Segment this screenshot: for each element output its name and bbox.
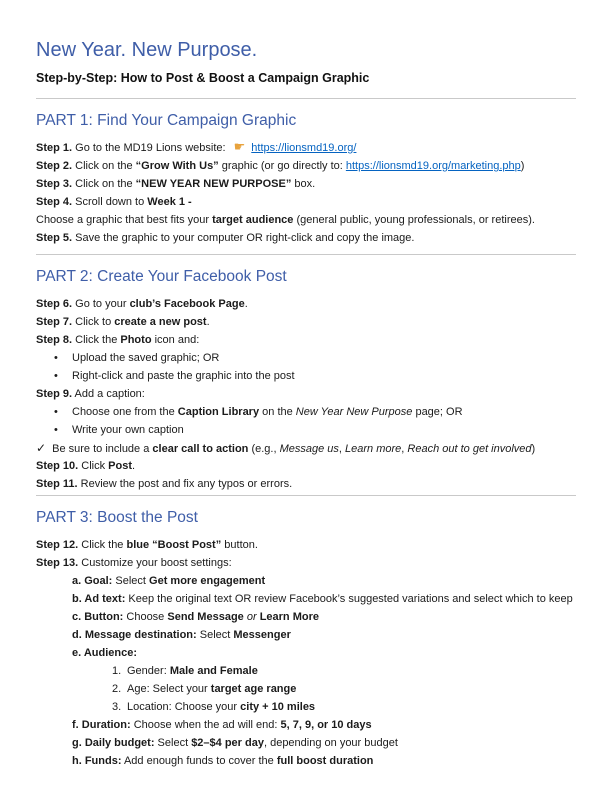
setting-label: b. Ad text: [72,593,126,605]
step-label: Step 10. [36,460,79,472]
lionsmd19-home-link[interactable]: https://lionsmd19.org/ [251,142,357,154]
step-2: Step 2. Click on the “Grow With Us” graphic (or go directly to: https://lionsmd19.org/marketing.php) [36,160,525,172]
setting-ad-text: b. Ad text: Keep the original text OR review Facebook’s suggested variations and select which to keep [72,593,573,605]
step-label: Step 4. [36,196,73,208]
list-number: 2. [112,683,122,695]
setting-daily-budget: g. Daily budget: Select $2–$4 per day, depending on your budget [72,737,398,749]
page-subtitle: Step-by-Step: How to Post & Boost a Campaign Graphic [36,71,370,85]
setting-duration: f. Duration: Choose when the ad will end: 5, 7, 9, or 10 days [72,719,372,731]
step-label: Step 11. [36,478,78,490]
step-3: Step 3. Click on the “NEW YEAR NEW PURPOSE” box. [36,178,316,190]
audience-age: 2. Age: Select your target age range [112,680,576,698]
setting-label: d. Message destination: [72,629,197,641]
part1-heading: PART 1: Find Your Campaign Graphic [36,112,297,129]
setting-label: c. Button: [72,611,124,623]
bullet-icon: • [54,424,58,436]
setting-label: a. Goal: [72,575,113,587]
call-to-action-note: ✓ Be sure to include a clear call to action (e.g., Message us, Learn more, Reach out to get involved) [36,441,536,455]
step-9-bullet-own-caption: • Write your own caption [54,421,576,439]
step-1: Step 1. Go to the MD19 Lions website: ☛ https://lionsmd19.org/ [36,140,357,155]
pointing-hand-icon: ☛ [233,140,246,155]
section-divider [36,98,576,99]
step-8-bullet-paste: • Right-click and paste the graphic into the post [54,367,576,385]
check-mark-icon: ✓ [36,441,47,455]
bullet-icon: • [54,352,58,364]
step-label: Step 7. [36,316,73,328]
step-label: Step 5. [36,232,73,244]
step-8-bullet-upload: • Upload the saved graphic; OR [54,349,576,367]
step-label: Step 9. [36,388,73,400]
lionsmd19-marketing-link[interactable]: https://lionsmd19.org/marketing.php [345,160,521,172]
step-label: Step 6. [36,298,73,310]
section-divider [36,254,576,255]
step-13: Step 13. Customize your boost settings: [36,557,232,569]
step-8: Step 8. Click the Photo icon and: [36,334,200,346]
audience-location: 3. Location: Choose your city + 10 miles [112,698,576,716]
setting-goal: a. Goal: Select Get more engagement [72,575,266,587]
step-9: Step 9. Add a caption: [36,388,145,400]
bullet-icon: • [54,406,58,418]
setting-label: h. Funds: [72,755,122,767]
step-6: Step 6. Go to your club’s Facebook Page. [36,298,248,310]
step-4: Step 4. Scroll down to Week 1 - [36,196,192,208]
page-title: New Year. New Purpose. [36,39,258,61]
bullet-icon: • [54,370,58,382]
setting-label: f. Duration: [72,719,131,731]
step-label: Step 8. [36,334,73,346]
step-12: Step 12. Click the blue “Boost Post” button. [36,539,258,551]
step-label: Step 12. [36,539,79,551]
list-number: 1. [112,665,122,677]
part3-heading: PART 3: Boost the Post [36,509,198,526]
step-7: Step 7. Click to create a new post. [36,316,210,328]
step-label: Step 2. [36,160,73,172]
section-divider [36,495,576,496]
step-label: Step 13. [36,557,79,569]
step-9-bullet-caption-library: • Choose one from the Caption Library on the New Year New Purpose page; OR [54,403,576,421]
step-11: Step 11. Review the post and fix any typos or errors. [36,478,293,490]
setting-audience [72,644,576,662]
setting-message-destination: d. Message destination: Select Messenger [72,629,291,641]
setting-label: g. Daily budget: [72,737,155,749]
audience-gender: 1. Gender: Male and Female [112,662,576,680]
list-number: 3. [112,701,122,713]
setting-label: e. Audience: [72,647,137,659]
step-label: Step 3. [36,178,73,190]
setting-funds: h. Funds: Add enough funds to cover the full boost duration [72,755,374,767]
step-label: Step 1. [36,142,73,154]
setting-button: c. Button: Choose Send Message or Learn More [72,611,319,623]
step-5: Step 5. Save the graphic to your computer OR right-click and copy the image. [36,232,415,244]
step-4-continuation: Choose a graphic that best fits your target audience (general public, young professionals, or retirees). [36,214,535,226]
part2-heading: PART 2: Create Your Facebook Post [36,268,287,285]
step-10: Step 10. Click Post. [36,460,136,472]
